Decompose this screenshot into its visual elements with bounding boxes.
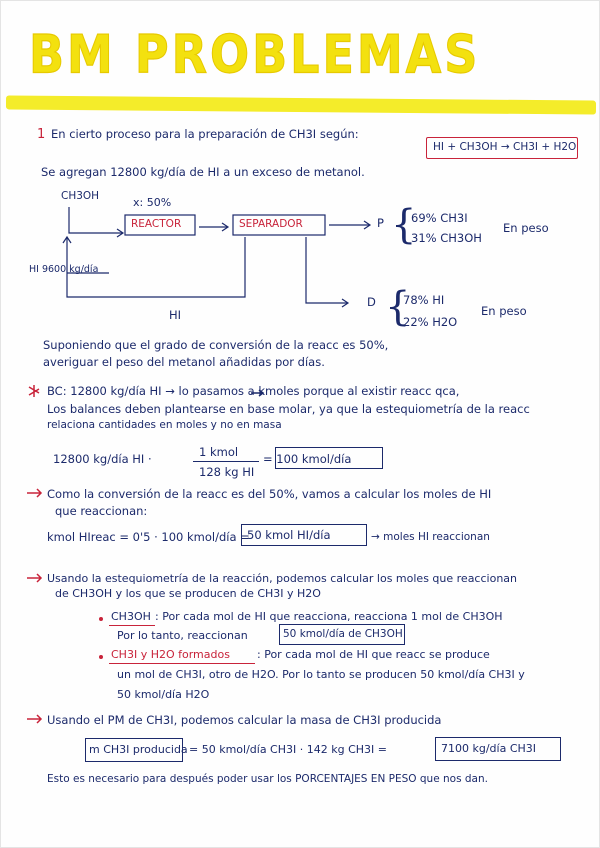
conv-line-1: Como la conversión de la reacc es del 50%, vamos a calcular los moles de HI bbox=[47, 487, 492, 501]
calc1-result: = 100 kmol/día bbox=[263, 452, 352, 466]
diagram-ch3oh: CH3OH bbox=[61, 190, 100, 202]
bc-line-3: relaciona cantidades en moles y no en masa bbox=[47, 419, 282, 431]
b1-text-2: Por lo tanto, reaccionan bbox=[117, 629, 248, 642]
page-title: BM PROBLEMAS bbox=[29, 23, 481, 86]
calc1-result-box bbox=[275, 447, 383, 469]
diagram-d: D bbox=[367, 295, 376, 309]
b1-result: 50 kmol/día de CH3OH bbox=[283, 628, 403, 640]
problem-line-2: Se agregan 12800 kg/día de HI a un exceso de metanol. bbox=[41, 165, 365, 179]
bc-line-2: Los balances deben plantearse en base molar, ya que la estequiometría de la reacc bbox=[47, 402, 530, 416]
question-line-1: Suponiendo que el grado de conversión de la reacc es 50%, bbox=[43, 338, 389, 352]
conv-line-2: que reaccionan: bbox=[55, 504, 148, 518]
b2-text: : Por cada mol de HI que reacc se produce bbox=[257, 648, 490, 661]
stoich-line-1: Usando la estequiometría de la reacción, podemos calcular los moles que reaccionan bbox=[47, 572, 518, 585]
fraction-bar bbox=[193, 461, 259, 462]
stoich-line-2: de CH3OH y los que se producen de CH3I y H2O bbox=[55, 587, 321, 600]
mass-calc: = 50 kmol/día CH3I · 142 kg CH3I = bbox=[189, 743, 387, 756]
b1-label: CH3OH bbox=[111, 610, 151, 623]
diagram-p-comp2: 31% CH3OH bbox=[411, 231, 482, 245]
question-line-2: averiguar el peso del metanol añadidas por días. bbox=[43, 355, 325, 369]
pm-line: Usando el PM de CH3I, podemos calcular la masa de CH3I producida bbox=[47, 713, 442, 727]
calc1-den: 128 kg HI bbox=[199, 465, 255, 479]
diagram-recycle: HI bbox=[169, 308, 182, 322]
mass-result: 7100 kg/día CH3I bbox=[441, 742, 537, 755]
b1-text: : Por cada mol de HI que reacciona, reacciona 1 mol de CH3OH bbox=[155, 610, 503, 623]
bullet-1 bbox=[99, 617, 103, 621]
diagram-p: P bbox=[377, 216, 384, 230]
bullet-2 bbox=[99, 655, 103, 659]
diagram-d-note: En peso bbox=[481, 304, 527, 318]
b2-text-3: 50 kmol/día H2O bbox=[117, 688, 210, 701]
diagram-reactor: REACTOR bbox=[131, 218, 182, 230]
final-line: Esto es necesario para después poder usar los PORCENTAJES EN PESO que nos dan. bbox=[47, 773, 488, 785]
diagram-d-comp1: 78% HI bbox=[403, 293, 445, 307]
diagram-p-note: En peso bbox=[503, 221, 549, 235]
diagram-separador: SEPARADOR bbox=[239, 218, 303, 230]
mass-label: m CH3I producida bbox=[89, 743, 188, 756]
brace-d: { bbox=[385, 284, 411, 330]
calc1-num: 1 kmol bbox=[199, 445, 239, 459]
b2-underline bbox=[109, 663, 255, 664]
problem-number: 1 bbox=[37, 127, 46, 142]
bc-line: BC: 12800 kg/día HI → lo pasamos a kmoles porque al existir reacc qca, bbox=[47, 384, 460, 398]
calc2: kmol HIreac = 0'5 · 100 kmol/día = bbox=[47, 530, 250, 544]
b1-underline bbox=[109, 625, 155, 626]
calc2-note: → moles HI reaccionan bbox=[371, 531, 490, 543]
problem-intro: En cierto proceso para la preparación de CH3I según: bbox=[51, 127, 359, 141]
calc1-left: 12800 kg/día HI · bbox=[53, 452, 152, 466]
b2-label: CH3I y H2O formados bbox=[111, 648, 230, 661]
diagram-conversion: x: 50% bbox=[133, 196, 172, 209]
reaction-equation: HI + CH3OH → CH3I + H2O bbox=[433, 141, 577, 153]
diagram-p-comp1: 69% CH3I bbox=[411, 211, 468, 225]
calc2-result: 50 kmol HI/día bbox=[247, 528, 331, 542]
diagram-d-comp2: 22% H2O bbox=[403, 315, 458, 329]
b2-text-2: un mol de CH3I, otro de H2O. Por lo tanto se producen 50 kmol/día CH3I y bbox=[117, 668, 525, 681]
brace-p: { bbox=[391, 202, 417, 248]
diagram-feed: HI 9600 kg/día bbox=[29, 264, 99, 275]
